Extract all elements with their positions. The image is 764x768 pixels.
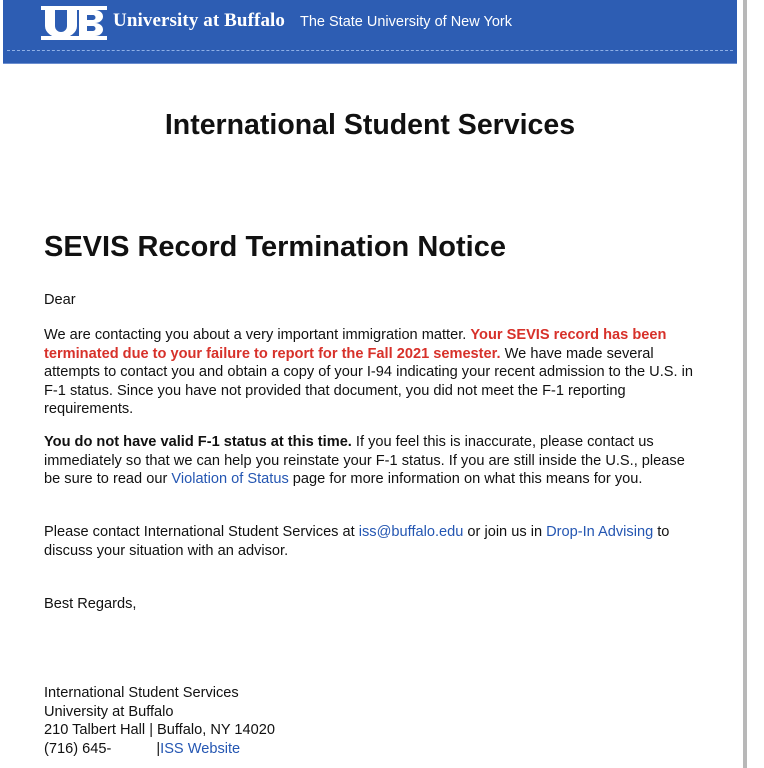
p2-status-warning: You do not have valid F-1 status at this time. (44, 434, 352, 450)
signature-address: 210 Talbert Hall | Buffalo, NY 14020 (44, 722, 275, 738)
p2-end: page for more information on what this means for you. (288, 471, 643, 487)
window-edge-divider (743, 0, 747, 768)
university-name: University at Buffalo (113, 10, 286, 31)
p2-details: If you feel this is inaccurate, please contact us immediately so that we can help you reinstate your F-1 status. If you are still inside the U.S., please be sure to read our (44, 434, 685, 487)
paragraph-status (44, 433, 704, 489)
signature-block (44, 684, 704, 758)
p1-intro: We are contacting you about a very important immigration matter. (44, 327, 471, 343)
ub-header-banner (3, 0, 737, 64)
department-heading: International Student Services (164, 109, 576, 141)
p3-intro: Please contact International Student Services at (44, 524, 359, 540)
banner-dashed-rule (7, 50, 733, 51)
signature-separator: | (156, 740, 161, 757)
violation-of-status-link[interactable]: Violation of Status (171, 471, 289, 487)
iss-email-link[interactable]: iss@buffalo.edu (358, 524, 464, 540)
paragraph-contact (44, 523, 704, 560)
p1-details: We have made several attempts to contact you and obtain a copy of your I-94 indicating your recent admission to the U.S. in F-1 status. Since you have not provided that document, you did not meet the F-1 reporting requirements. (44, 345, 693, 417)
signature-phone: (716) 645- (44, 740, 112, 757)
signature-department: International Student Services (44, 685, 239, 701)
ub-logo-icon (39, 5, 109, 41)
signature-contact-line (44, 740, 704, 759)
paragraph-termination (44, 326, 704, 419)
university-subtitle: The State University of New York (300, 14, 512, 30)
iss-website-link[interactable]: ISS Website (160, 740, 241, 757)
p1-alert-text: Your SEVIS record has been terminated due to your failure to report for the Fall 2021 semester. (44, 327, 667, 362)
p3-mid: or join us in (463, 524, 547, 540)
signature-university: University at Buffalo (44, 703, 174, 720)
drop-in-advising-link[interactable]: Drop-In Advising (546, 524, 654, 540)
p3-end: to discuss your situation with an advisor. (44, 524, 670, 559)
greeting: Dear (44, 292, 76, 308)
notice-title: SEVIS Record Termination Notice (44, 231, 506, 263)
closing: Best Regards, (44, 596, 137, 612)
